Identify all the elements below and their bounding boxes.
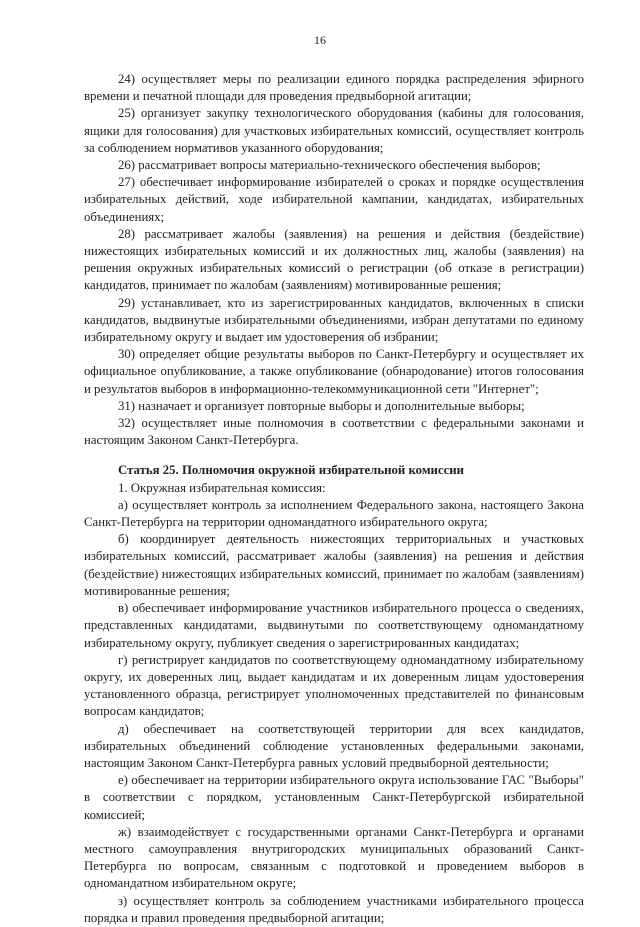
list-item-31: 31) назначает и организует повторные выборы и дополнительные выборы; xyxy=(118,398,525,413)
subclause-d: д) обеспечивает на соответствующей территории для всех кандидатов, избирательных объединений соблюдение установленных федеральными законами, настоящим Законом Санкт-Петербурга равных условий предвыборной деятельности; xyxy=(84,721,584,770)
document-body xyxy=(84,71,584,927)
list-item-32: 32) осуществляет иные полномочия в соответствии с федеральными законами и настоящим Законом Санкт-Петербурга. xyxy=(84,416,584,448)
list-item-27: 27) обеспечивает информирование избирателей о сроках и порядке осуществления избирательных действий, ходе избирательной кампании, кандидатах, избирательных объединениях; xyxy=(84,175,584,224)
list-item-26: 26) рассматривает вопросы материально-технического обеспечения выборов; xyxy=(118,158,541,173)
subclause-zh: ж) взаимодействует с государственными органами Санкт-Петербурга и органами местного самоуправления внутригородских муниципальных образований Санкт-Петербурга по вопросам, связанным с подготовкой и проведением выборов в одномандатном избирательном округе; xyxy=(84,824,584,891)
page-number: 16 xyxy=(314,33,326,47)
subclause-e: е) обеспечивает на территории избирательного округа использование ГАС "Выборы" в соответствии с порядком, установленным Санкт-Петербургской избирательной комиссией; xyxy=(84,773,584,822)
clause-1-intro: 1. Окружная избирательная комиссия: xyxy=(118,480,326,495)
subclause-v: в) обеспечивает информирование участников избирательного процесса о сведениях, представленных кандидатами, выдвинутыми по соответствующему одномандатному избирательному округу, публикует сведения о зарегистрированных кандидатах; xyxy=(84,601,584,650)
subclause-b: б) координирует деятельность нижестоящих территориальных и участковых избирательных комиссий, рассматривает жалобы (заявления) на решения и действия (бездействие) нижестоящих избирательных комиссий, принимает по жалобам (заявлениям) мотивированные решения; xyxy=(84,532,584,598)
list-item-28: 28) рассматривает жалобы (заявления) на решения и действия (бездействие) нижестоящих избирательных комиссий и их должностных лиц, жалобы (заявления) на решения окружных избирательных комиссий о регистрации (об отказе в регистрации) кандидатов, принимает по жалобам (заявлениям) мотивированные решения; xyxy=(84,226,584,293)
subclause-z: з) осуществляет контроль за соблюдением участниками избирательного процесса порядка и правил проведения предвыборной агитации; xyxy=(84,893,584,925)
article-title: Статья 25. Полномочия окружной избирательной комиссии xyxy=(118,463,465,478)
list-item-24: 24) осуществляет меры по реализации единого порядка распределения эфирного времени и печатной площади для проведения предвыборной агитации; xyxy=(84,72,584,104)
list-item-30: 30) определяет общие результаты выборов по Санкт-Петербургу и осуществляет их официальное опубликование, а также опубликование (обнародование) итогов голосования и результатов выборов в информационно-телекоммуникационной сети "Интернет"; xyxy=(84,347,584,396)
list-item-25: 25) организует закупку технологического оборудования (кабины для голосования, ящики для голосования) для участковых избирательных комиссий, осуществляет контроль за соблюдением нормативов указанного оборудования; xyxy=(84,106,584,155)
list-item-29: 29) устанавливает, кто из зарегистрированных кандидатов, включенных в списки кандидатов, выдвинутые избирательными объединениями, избран депутатами по единому избирательному округу и выдает им удостоверения об избрании; xyxy=(84,295,584,345)
subclause-g: г) регистрирует кандидатов по соответствующему одномандатному избирательному округу, их доверенных лиц, выдает кандидатам и их доверенным лицам удостоверения установленного образца, регистрирует уполномоченных представителей по финансовым вопросам кандидатов; xyxy=(84,652,584,719)
subclause-a: а) осуществляет контроль за исполнением Федерального закона, настоящего Закона Санкт-Петербурга на территории одномандатного избирательного округа; xyxy=(84,497,584,530)
